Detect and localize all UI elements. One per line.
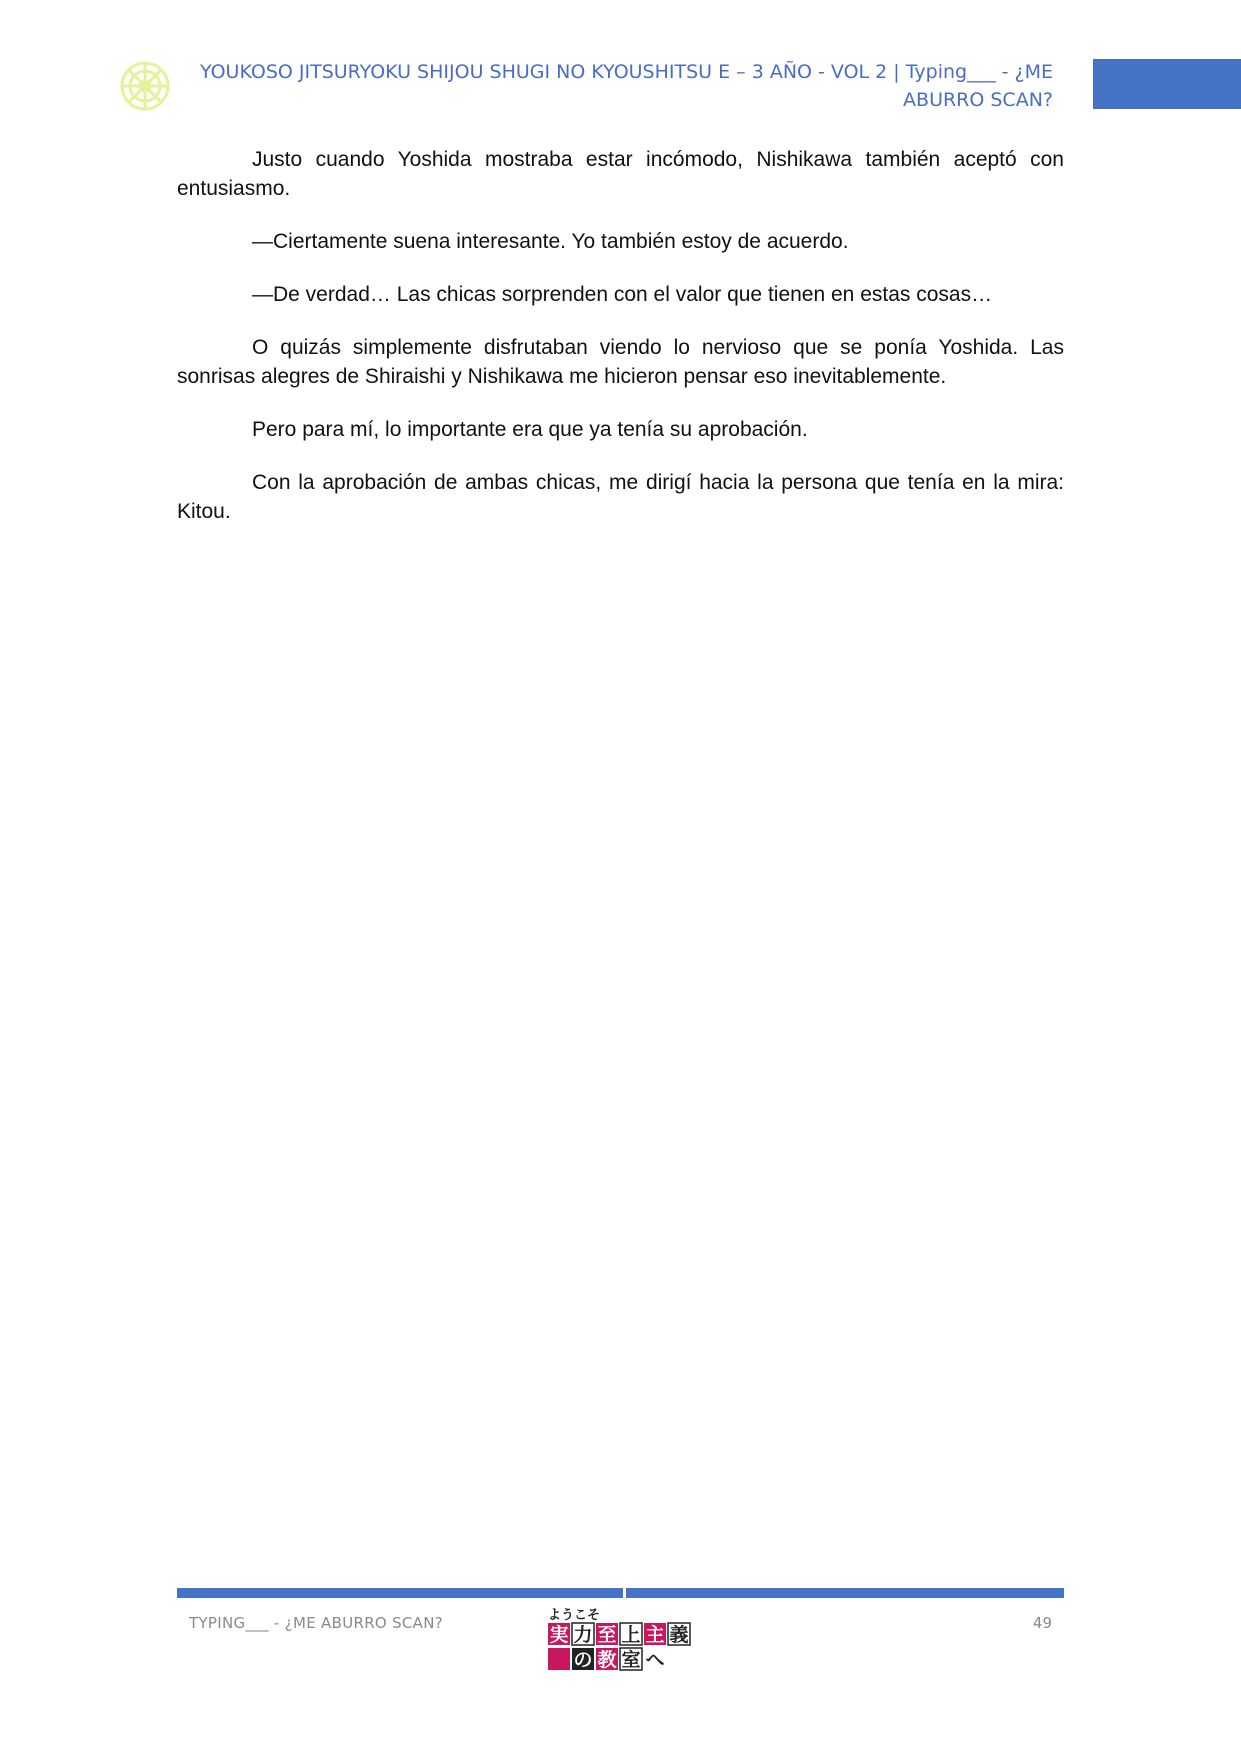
svg-text:室: 室 — [621, 1649, 641, 1671]
svg-text:教: 教 — [597, 1649, 617, 1671]
header-title — [153, 58, 1053, 114]
svg-text:主: 主 — [645, 1624, 665, 1646]
paragraph: —De verdad… Las chicas sorprenden con el valor que tienen en estas cosas… — [252, 283, 993, 306]
svg-text:の: の — [573, 1649, 593, 1671]
svg-text:義: 義 — [669, 1624, 689, 1646]
svg-text:ようこそ: ようこそ — [548, 1608, 601, 1623]
paragraph: O quizás simplemente disfrutaban viendo lo nervioso que se ponía Yoshida. Las sonrisas alegres de Shiraishi y Nishikawa me hicieron pensar eso inevitablemente. — [177, 336, 1064, 388]
header-accent-bar — [1093, 59, 1241, 109]
classroom-of-the-elite-logo-icon — [546, 1606, 694, 1676]
paragraph: Pero para mí, lo importante era que ya tenía su aprobación. — [252, 418, 808, 441]
paragraph: Justo cuando Yoshida mostraba estar incómodo, Nishikawa también aceptó con entusiasmo. — [177, 148, 1064, 200]
svg-text:上: 上 — [621, 1624, 641, 1646]
paragraph: —Ciertamente suena interesante. Yo también estoy de acuerdo. — [252, 230, 849, 253]
header-title-line-1: YOUKOSO JITSURYOKU SHIJOU SHUGI NO KYOUSHITSU E – 3 AÑO - VOL 2 | Typing___ - ¿ME — [200, 61, 1053, 83]
page-number: 49 — [1032, 1614, 1052, 1632]
footer-rule-notch — [623, 1588, 626, 1598]
footer-credit: TYPING___ - ¿ME ABURRO SCAN? — [189, 1614, 444, 1632]
svg-text:至: 至 — [597, 1624, 617, 1646]
svg-text:へ: へ — [645, 1649, 665, 1671]
svg-text:実: 実 — [549, 1624, 569, 1646]
svg-text:力: 力 — [573, 1624, 593, 1646]
footer-rule — [177, 1588, 1064, 1598]
paragraph: Con la aprobación de ambas chicas, me dirigí hacia la persona que tenía en la mira: Kitou. — [177, 471, 1064, 523]
header-title-line-2: ABURRO SCAN? — [903, 89, 1053, 111]
page-body — [177, 145, 1064, 550]
